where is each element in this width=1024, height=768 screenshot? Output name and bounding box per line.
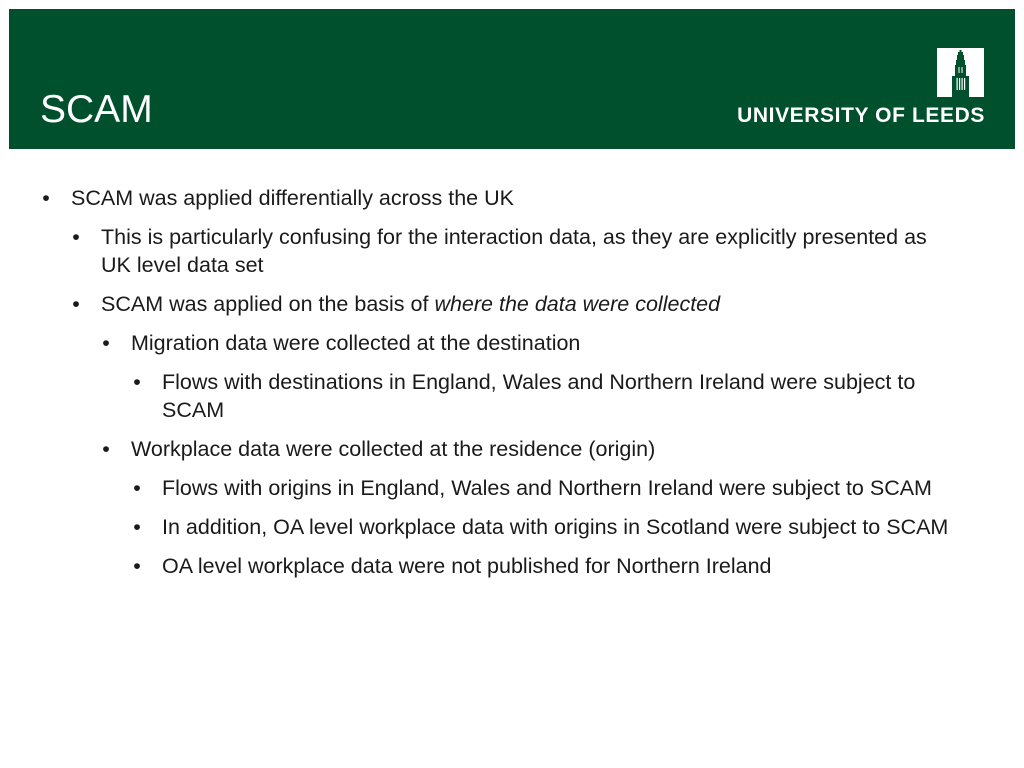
bullet-item-level-2 bbox=[0, 223, 941, 279]
bullet-item-level-4 bbox=[0, 552, 977, 580]
bullet-item-level-4 bbox=[0, 513, 977, 541]
bullet-marker: • bbox=[133, 476, 141, 500]
bullet-marker: • bbox=[72, 292, 80, 316]
bullet-item-level-4 bbox=[0, 474, 977, 502]
university-logo-text: UNIVERSITY OF LEEDS bbox=[737, 104, 985, 127]
bullet-marker: • bbox=[72, 225, 80, 249]
bullet-item-level-4 bbox=[0, 368, 977, 424]
bullet-marker: • bbox=[133, 515, 141, 539]
bullet-text: Workplace data were collected at the residence (origin) bbox=[131, 437, 656, 461]
bullet-item-level-1 bbox=[0, 184, 1024, 212]
bullet-text: SCAM was applied differentially across the UK bbox=[71, 186, 514, 210]
bullet-text: This is particularly confusing for the interaction data, as they are explicitly presented as UK level data set bbox=[101, 225, 927, 277]
bullet-marker: • bbox=[42, 186, 50, 210]
bullet-item-level-3 bbox=[0, 435, 961, 463]
bullet-marker: • bbox=[102, 331, 110, 355]
bullet-text: Migration data were collected at the destination bbox=[131, 331, 581, 355]
bullet-item-level-2 bbox=[0, 290, 941, 318]
bullet-text: Flows with destinations in England, Wales and Northern Ireland were subject to SCAM bbox=[162, 370, 916, 422]
bullet-text: SCAM was applied on the basis of bbox=[101, 292, 435, 316]
bullet-text: Flows with origins in England, Wales and Northern Ireland were subject to SCAM bbox=[162, 476, 932, 500]
bullet-marker: • bbox=[133, 370, 141, 394]
bullet-marker: • bbox=[133, 554, 141, 578]
bullet-list bbox=[0, 184, 1024, 591]
header-banner bbox=[9, 9, 1015, 149]
bullet-item-level-3 bbox=[0, 329, 961, 357]
parkinson-tower-icon bbox=[937, 48, 984, 97]
bullet-emphasis-text: where the data were collected bbox=[434, 292, 721, 316]
bullet-marker: • bbox=[102, 437, 110, 461]
slide-title: SCAM bbox=[40, 88, 153, 131]
bullet-text: OA level workplace data were not published for Northern Ireland bbox=[162, 554, 772, 578]
bullet-text: In addition, OA level workplace data with origins in Scotland were subject to SCAM bbox=[162, 515, 949, 539]
